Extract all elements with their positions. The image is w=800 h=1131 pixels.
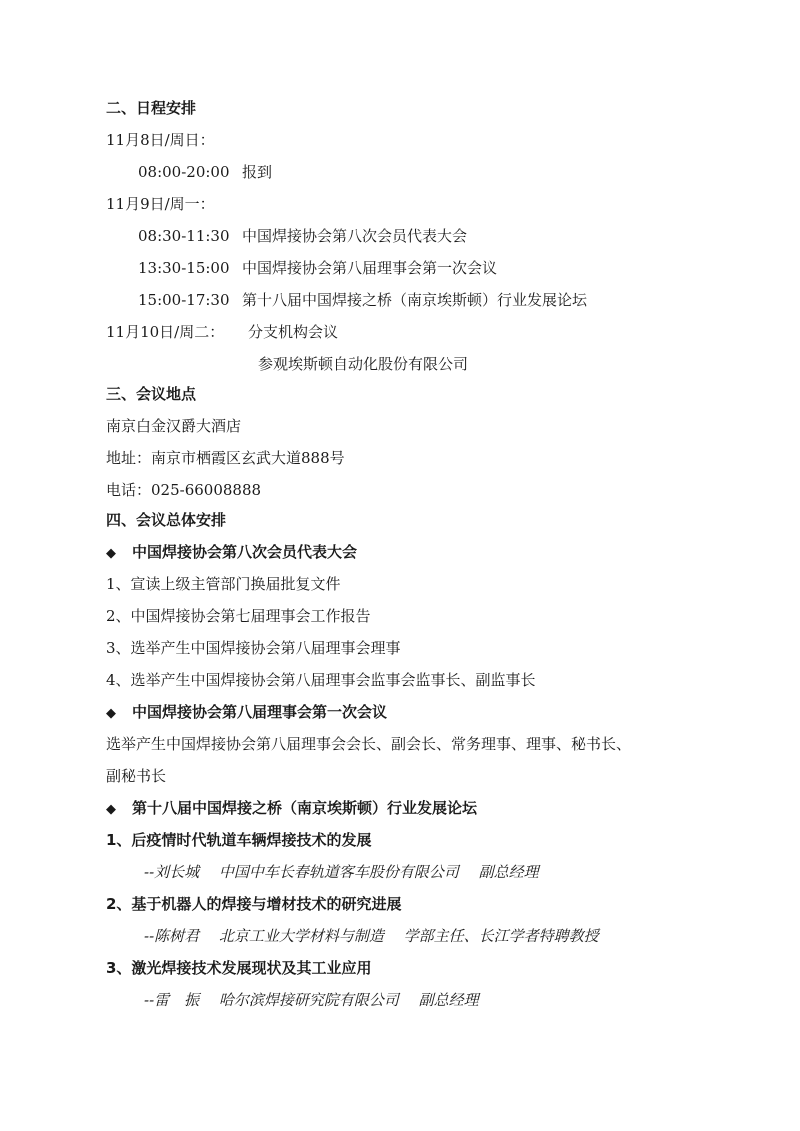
diamond-bullet-icon: ◆ [106,546,116,561]
list-item: 3、选举产生中国焊接协会第八届理事会理事 [106,639,401,657]
schedule-item [138,162,272,182]
schedule-event: 参观埃斯顿自动化股份有限公司 [258,355,469,373]
diamond-bullet-icon: ◆ [106,802,116,817]
section-title-text: 中国焊接协会第八届理事会第一次会议 [132,703,388,721]
schedule-event: 中国焊接协会第八次会员代表大会 [242,227,468,245]
diamond-bullet-icon: ◆ [106,706,116,721]
talk-speaker: --雷 振 哈尔滨焊接研究院有限公司 副总经理 [144,991,479,1009]
schedule-item [138,290,587,310]
talk-title: 2、基于机器人的焊接与增材技术的研究进展 [106,895,402,913]
list-item: 1、宣读上级主管部门换届批复文件 [106,575,341,593]
schedule-event: 报到 [242,163,273,181]
section-title-text: 中国焊接协会第八次会员代表大会 [132,543,358,561]
schedule-day2-label: 11月9日/周一： [106,195,215,213]
schedule-item [138,258,497,278]
section-text: 副秘书长 [106,767,167,785]
schedule-day1-label: 11月8日/周日： [106,131,215,149]
schedule-time: 08:00-20:00 [138,163,230,181]
talk-speaker: --刘长城 中国中车长春轨道客车股份有限公司 副总经理 [144,863,539,881]
talk-speaker: --陈树君 北京工业大学材料与制造 学部主任、长江学者特聘教授 [144,927,599,945]
venue-address: 地址：南京市栖霞区玄武大道888号 [106,449,345,467]
schedule-day3-row [106,322,338,342]
talk-title: 1、后疫情时代轨道车辆焊接技术的发展 [106,831,372,849]
venue-name: 南京白金汉爵大酒店 [106,417,242,435]
section-text: 选举产生中国焊接协会第八届理事会会长、副会长、常务理事、理事、秘书长、 [106,735,632,753]
section-title [106,798,477,818]
schedule-item [138,226,467,246]
schedule-day3-label: 11月10日/周二： [106,323,225,341]
schedule-heading: 二、日程安排 [106,99,197,117]
section-title-text: 第十八届中国焊接之桥（南京埃斯顿）行业发展论坛 [132,799,478,817]
section-title [106,542,357,562]
schedule-event: 分支机构会议 [248,323,339,341]
schedule-time: 15:00-17:30 [138,291,230,309]
schedule-time: 08:30-11:30 [138,227,230,245]
schedule-event: 中国焊接协会第八届理事会第一次会议 [242,259,498,277]
list-item: 2、中国焊接协会第七届理事会工作报告 [106,607,371,625]
schedule-event: 第十八届中国焊接之桥（南京埃斯顿）行业发展论坛 [242,291,588,309]
schedule-time: 13:30-15:00 [138,259,230,277]
list-item: 4、选举产生中国焊接协会第八届理事会监事会监事长、副监事长 [106,671,536,689]
arrangement-heading: 四、会议总体安排 [106,511,227,529]
venue-phone: 电话：025-66008888 [106,481,262,499]
venue-heading: 三、会议地点 [106,385,197,403]
talk-title: 3、激光焊接技术发展现状及其工业应用 [106,959,372,977]
section-title [106,702,387,722]
